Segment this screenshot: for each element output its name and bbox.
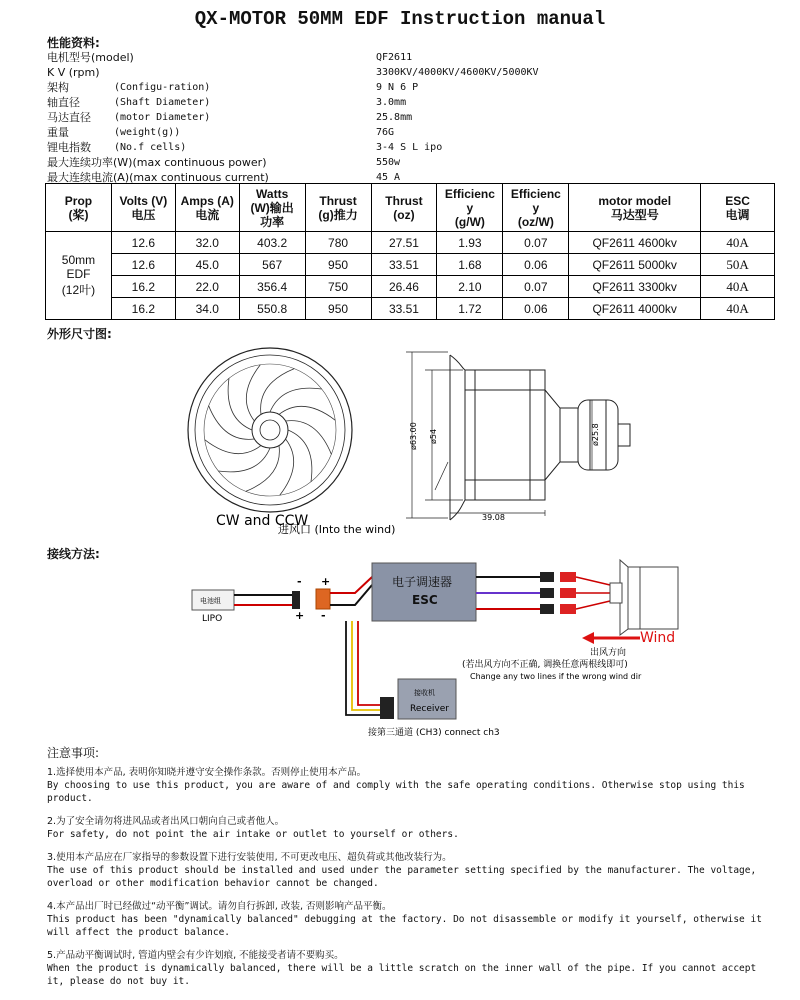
spec-label: 马达直径 [47,111,91,124]
connector-icon [316,589,330,609]
connector-icon [292,591,300,609]
spec-value: 45 A [376,172,401,183]
spec-value: 550w [376,157,401,168]
wind-label: Wind [640,630,676,646]
ch3-label: 接第三通道 (CH3) connect ch3 [368,728,500,738]
fan-blade-icon [205,440,261,454]
col-header-thrust-g: Thrust (g)推力 [305,184,371,232]
battery-cn-label: 电池组 [200,597,221,605]
swap-en-label: Change any two lines if the wrong wind dir [470,672,642,681]
spec-row: 锂电指数 (No.f cells) 3-4 S L ipo [47,141,443,154]
note-item: 5.产品动平衡调试时, 管道内壁会有少许划痕, 不能接受者请不要购买。 When the product is dynamically balanced, there will be a little scratch on the inner wall of the pipe. If you cannot accept it, please do not buy it. [47,950,757,987]
fan-blade-icon [246,365,260,421]
col-header-volts: Volts (V) 电压 [111,184,175,232]
spec-label: 架构 [47,81,69,94]
receiver-cn-label: 接收机 [414,689,435,697]
spec-label: 锂电指数 [47,141,91,154]
dimension-drawing [180,340,660,540]
spec-label: K V (rpm) [47,66,100,79]
spec-label: 最大连续功率(W)(max continuous power) [47,156,267,169]
intake-label: 进风口 (Into the wind) [278,523,396,536]
fan-blade-icon [279,406,335,420]
col-header-eff-gw: Efficienc y (g/W) [437,184,503,232]
spec-row: 架构 (Configu-ration) 9 N 6 P [47,81,419,94]
spec-row: 马达直径 (motor Diameter) 25.8mm [47,111,413,124]
esc-en-label: ESC [412,593,438,607]
table-row: 50mm EDF (12叶) 12.6 32.0 403.2 780 27.51 1.93 0.07 QF2611 4600kv 40A [46,232,775,254]
esc-box [372,563,476,621]
specs-heading: 性能资料: [47,36,100,50]
spec-label: 电机型号(model) [47,51,134,64]
col-header-esc: ESC 电调 [701,184,775,232]
col-header-prop: Prop (桨) [46,184,112,232]
table-row: 16.2 22.0 356.4 750 26.46 2.10 0.07 QF2611 3300kv 40A [46,276,775,298]
swap-cn-label: (若出风方向不正确, 调换任意两根线即可) [462,660,628,670]
spec-value: 9 N 6 P [376,82,419,93]
spec-value: 3300KV/4000KV/4600KV/5000KV [376,67,539,78]
svg-text:-: - [321,609,326,622]
fan-front-view-icon [188,348,352,512]
spec-label: 重量 [47,126,69,139]
col-header-motor-model: motor model 马达型号 [569,184,701,232]
fan-blade-icon [280,439,294,495]
rotation-label: CW and CCW [216,513,309,529]
edf-unit-icon [610,560,678,635]
length-label: 39.08 [482,513,505,522]
svg-text:+: + [295,609,305,622]
performance-table [45,183,775,320]
note-item: 4.本产品出厂时已经做过“动平衡”调试。请勿自行拆卸, 改装, 否则影响产品平衡。 This product has been "dynamically balanced" debugging at the factory. Do not disassemble or modify it yourself, otherwise it will affect the product balance. [47,901,762,938]
inner-diameter-label: ø54 [429,428,438,444]
page-title: QX-MOTOR 50MM EDF Instruction manual [194,8,606,30]
spec-row [47,65,767,80]
note-item: 2.为了安全请勿将进风品或者出风口朝向自己或者他人。 For safety, do not point the air intake or outlet to yourself or others. [47,816,459,840]
spec-value: QF2611 [376,52,413,63]
table-row: 16.2 34.0 550.8 950 33.51 1.72 0.06 QF2611 4000kv 40A [46,298,775,320]
spec-row [47,50,767,65]
wiring-heading: 接线方法: [47,547,100,561]
fan-side-view-icon [450,355,630,520]
table-row: 12.6 45.0 567 950 33.51 1.68 0.06 QF2611 5000kv 50A [46,254,775,276]
note-item: 3.使用本产品应在厂家指导的参数设置下进行安装使用, 不可更改电压、超负荷或其他改装行为。 The use of this product should be installed and used under the parameter setting specified by the manufacturer. The voltage, overload or other modification behavior cannot be changed. [47,852,757,889]
svg-text:+: + [321,575,331,588]
outer-diameter-label: ø63.00 [409,422,418,450]
spec-label: 最大连续电流(A)(max continuous current) [47,171,269,184]
spec-label: 轴直径 [47,96,80,109]
battery-en-label: LIPO [202,614,223,624]
out-direction-label: 出风方向 [590,648,627,658]
col-header-eff-ozw: Efficienc y (oz/W) [503,184,569,232]
spec-value: 76G [376,127,395,138]
svg-text:-: - [297,575,302,588]
dimensions-heading: 外形尺寸图: [47,327,112,341]
col-header-thrust-oz: Thrust (oz) [371,184,437,232]
spec-value: 3-4 S L ipo [376,142,443,153]
spec-list [47,50,767,185]
spec-row: 重量 (weight(g)) 76G [47,126,395,139]
spec-value: 3.0mm [376,97,407,108]
receiver-en-label: Receiver [410,704,449,714]
table-header-row [46,184,775,232]
spec-row: 轴直径 (Shaft Diameter) 3.0mm [47,96,407,109]
spec-value: 25.8mm [376,112,413,123]
prop-cell: 50mm EDF (12叶) [46,232,112,320]
col-header-amps: Amps (A) 电流 [175,184,239,232]
notes-section [47,747,767,998]
notes-heading: 注意事项: [47,746,100,760]
motor-diameter-label: ø25.8 [591,423,600,446]
col-header-watts: Watts (W)输出 功率 [239,184,305,232]
wiring-diagram [180,555,700,745]
note-item: 1.选择使用本产品, 表明你知晓并遵守安全操作条款。否则停止使用本产品。 By choosing to use this product, you are aware of and comply with the safe operating conditions. Otherwise stop using this product. [47,767,745,804]
spec-row [47,155,767,170]
esc-cn-label: 电子调速器 [392,575,453,589]
